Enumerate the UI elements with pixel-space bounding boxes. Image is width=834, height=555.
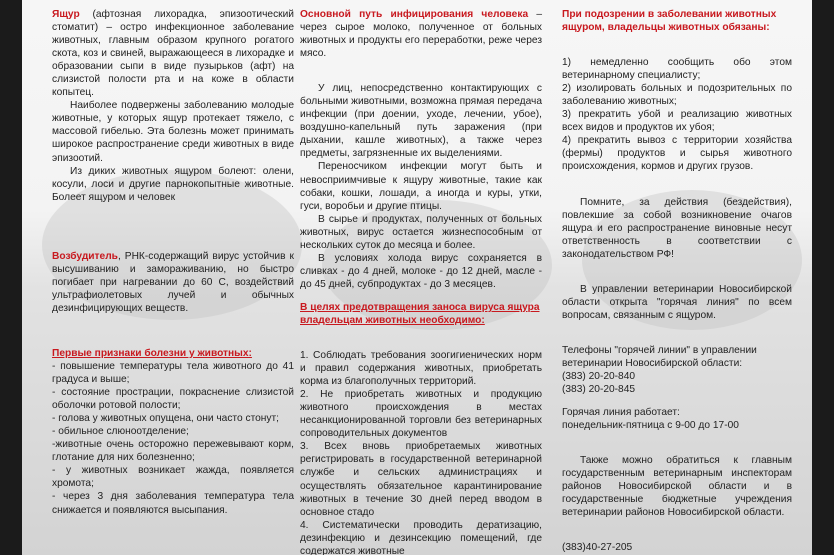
- text-fmd-definition: (афтозная лихорадка, эпизоотический стоматит) – остро инфекционное заболевание животных, главным образом крупного рогатого скота, коз и свиней, выражающееся в лихорадке и образовании сыпи в виде пузырьков (афт) на слизистой полости рта и на коже в области копытец.: [52, 9, 294, 99]
- heading-first-signs: Первые признаки болезни у животных:: [52, 347, 252, 359]
- label-hotline-hours: Горячая линия работает:: [562, 407, 680, 419]
- list-prevention: [300, 349, 542, 555]
- paragraph-carriers: Переносчиком инфекции могут быть и невосприимчивые к ящуру животные, такие как собаки, кошки, лошади, а иногда и куры, утки, гуси, воробьи и другие птицы.: [300, 161, 542, 212]
- list-item: -животные очень осторожно пережевывают корм, глотание для них болезненно;: [52, 439, 294, 464]
- list-item: 2. Не приобретать животных и продукцию животного происхождения в местах несанкционированной торговли без ветеринарных сопроводительных документов: [300, 389, 542, 440]
- phone-number: (383) 20-20-840: [562, 370, 636, 382]
- phone-number: (383) 20-20-845: [562, 384, 636, 396]
- paragraph-virus-survival: В сырье и продуктах, полученных от больных животных, вирус остается жизнеспособным от нескольких суток до месяца и более.: [300, 213, 542, 251]
- paragraph-fmd-definition: [52, 8, 294, 99]
- paragraph-responsibility: Помните, за действия (бездействия), повлекшие за собой возникновение очагов ящура и его распространение виновные несут ответственность в соответствии с законодательством РФ!: [562, 196, 792, 260]
- list-item: 3) прекратить убой и реализацию животных всех видов и продуктов их убоя;: [562, 109, 792, 134]
- list-first-signs: [52, 360, 294, 517]
- leaflet-sheet: [22, 0, 812, 555]
- paragraph-infection-route: [300, 8, 542, 60]
- list-item: - обильное слюноотделение;: [52, 426, 189, 438]
- heading-prevention: В целях предотвращения заноса вируса ящура владельцам животных необходимо:: [300, 301, 540, 326]
- paragraph-hotline: В управлении ветеринарии Новосибирской области открыта "горячая линия" по всем вопросам, связанным с ящуром.: [562, 283, 792, 321]
- term-fmd: Ящур: [52, 9, 80, 20]
- term-pathogen: Возбудитель: [52, 250, 118, 262]
- paragraph-inspectors: Также можно обратиться к главным государственным ветеринарным инспекторам районов Новосибирской области и в государственные бюджетные учреждения ветеринарии районов Новосибирской области.: [562, 455, 792, 519]
- heading-owner-duties: При подозрении в заболевании животных ящуром, владельцы животных обязаны:: [562, 9, 777, 34]
- text-infection-route: – через сырое молоко, полученное от больных животных и продукты его переработки, реже через мясо.: [300, 9, 542, 60]
- list-item: - голова у животных опущена, они часто стонут;: [52, 413, 279, 425]
- text-hotline-hours: понедельник-пятница с 9-00 до 17-00: [562, 420, 739, 432]
- list-item: - у животных возникает жажда, появляется хромота;: [52, 465, 294, 490]
- list-item: - через 3 дня заболевания температура тела снижается и появляются высыпания.: [52, 491, 294, 516]
- list-item: 2) изолировать больных и подозрительных по заболеванию животных;: [562, 83, 792, 108]
- column-3: [562, 8, 792, 554]
- list-item: - повышение температуры тела животного до 41 градуса и выше;: [52, 360, 294, 386]
- column-2: [300, 8, 542, 555]
- list-item: - состояние прострации, покраснение слизистой оболочки ротовой полости;: [52, 387, 294, 412]
- list-owner-duties: [562, 56, 792, 173]
- list-item: 3. Всех вновь приобретаемых животных регистрировать в государственной ветеринарной службе и сельских администрациях и осуществлять обязательное карантинирование животных в течение 30 дней перед вводом в основное стадо: [300, 441, 542, 518]
- paragraph-pathogen: [52, 250, 294, 315]
- label-hotline-phones: Телефоны "горячей линии" в управлении ветеринарии Новосибирской области:: [562, 344, 757, 369]
- text-pathogen: , РНК-содержащий вирус устойчив к высушиванию и замораживанию, но быстро погибает при нагревании до 60 С, воздействий ультрафиолетовых лучей и обычных дезинфицирующих веществ.: [52, 250, 294, 314]
- paragraph-young-animals: Наиболее подвержены заболеванию молодые животные, у которых ящур протекает тяжело, с массовой гибелью. Эта болезнь может принимать широкое распространение среди животных в виде эпизоотий.: [52, 100, 294, 164]
- column-1: [52, 8, 294, 517]
- list-item: 1. Соблюдать требования зоогигиенических норм и правил содержания животных, приобретать корма из благополучных территорий.: [300, 350, 542, 388]
- list-item: 1) немедленно сообщить обо этом ветеринарному специалисту;: [562, 57, 792, 82]
- heading-infection-route: Основной путь инфицирования человека: [300, 9, 529, 20]
- paragraph-wild-animals: Из диких животных ящуром болеют: олени, косули, лоси и другие парнокопытные животные. Болеет ящуром и человек: [52, 165, 294, 203]
- list-item: 4) прекратить вывоз с территории хозяйства (фермы) продуктов и сырья животного происхождения, кормов и других грузов.: [562, 135, 792, 173]
- paragraph-transmission: У лиц, непосредственно контактирующих с больными животными, возможна прямая передача инфекции (при доении, уходе, лечении, убое), воздушно-капельный путь заражения (при дыхании, кашле животных), а также через предметы, загрязненные их выделениями.: [300, 83, 542, 160]
- phone-number: (383)40-27-205: [562, 542, 633, 554]
- paragraph-cold-survival: В условиях холода вирус сохраняется в сливках - до 4 дней, молоке - до 12 дней, масле - до 45 дней, субпродуктах - до 3 месяцев.: [300, 252, 542, 290]
- list-item: 4. Систематически проводить дератизацию, дезинфекцию и дезинсекцию помещений, где содержатся животные: [300, 519, 542, 555]
